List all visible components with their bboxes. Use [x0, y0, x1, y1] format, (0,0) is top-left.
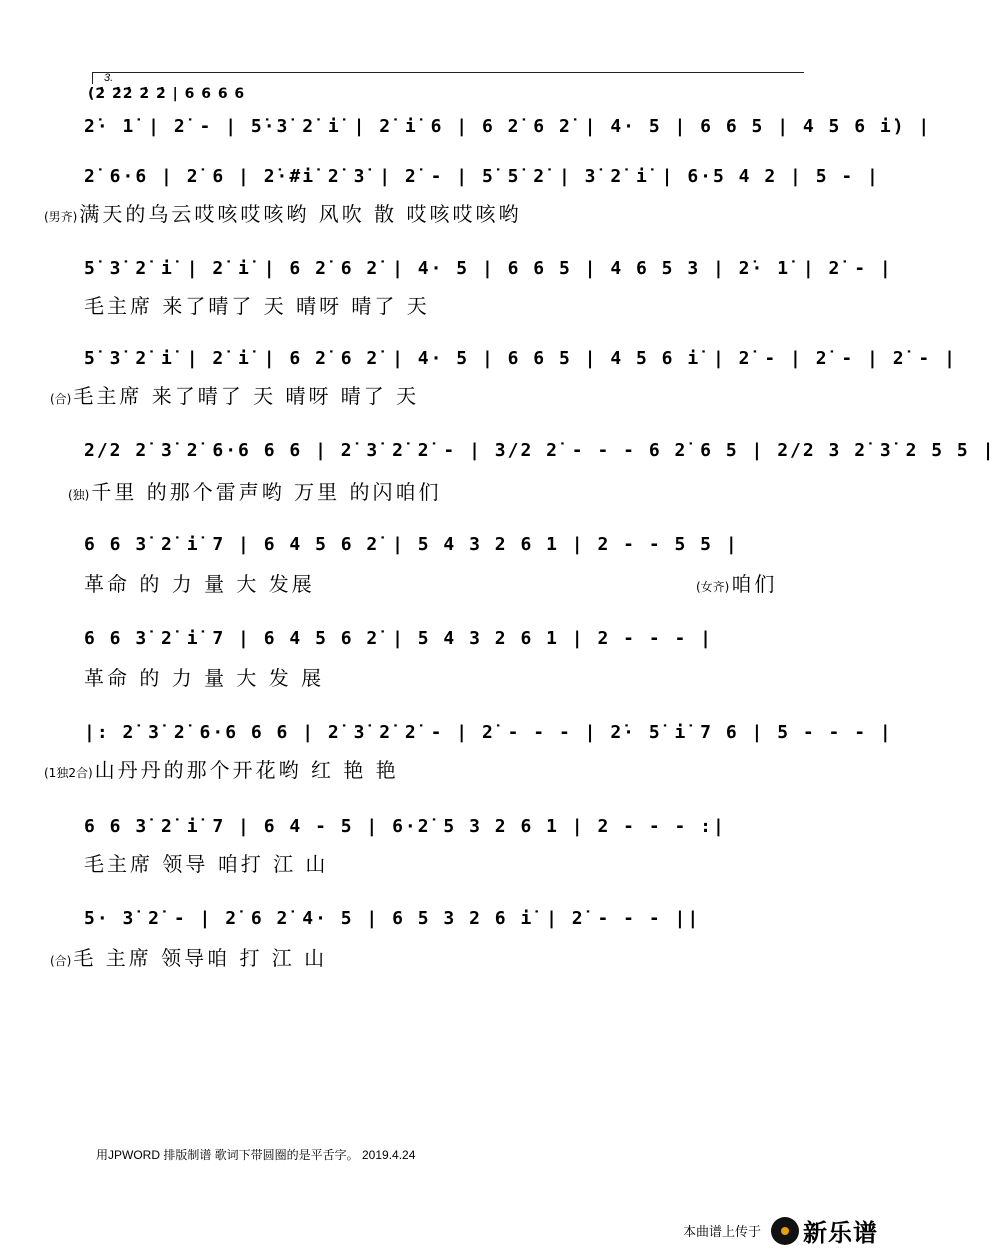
notation-line: 5̇ 3̇ 2̇ i̇ | 2̇ i̇ | 6 2̇ 6 2̇ | 4· 5 | 6 6 5 | 4 6 5 3 | 2̇· 1̇ | 2̇ - |	[84, 258, 893, 279]
intro-pickup-notes: (2̇ 2̇2̇ 2̇ 2̇ | 6 6 6 6	[88, 86, 246, 102]
uploaded-to-text: 本曲谱上传于	[682, 1224, 761, 1239]
notation-line: 6 6 3̇ 2̇ i̇ 7 | 6 4 5 6 2̇ | 5 4 3 2 6 1 | 2 - - - |	[84, 628, 714, 649]
notation-line: |: 2̇ 3̇ 2̇ 6·6 6 6 | 2̇ 3̇ 2̇ 2̇ - | 2̇ - - - | 2̇· 5̇ i̇ 7 6 | 5 - - - |	[84, 722, 893, 743]
voice-part-label: (合)	[50, 954, 72, 968]
voice-part-label: (1独2合)	[44, 766, 93, 780]
lyric-line	[68, 476, 441, 505]
notation-line: 2̇· 1̇ | 2̇ - | 5̇·3̇ 2̇ i̇ | 2̇ i̇ 6 | 6 2̇ 6 2̇ | 4· 5 | 6 6 5 | 4 5 6 i̇) |	[84, 116, 932, 137]
voice-part-label: (男齐)	[44, 210, 78, 224]
notation-line: 6 6 3̇ 2̇ i̇ 7 | 6 4 - 5 | 6·2̇ 5 3 2 6 1 | 2 - - - :|	[84, 816, 726, 837]
voice-part-label: (女齐)	[696, 580, 730, 594]
lyric-line	[44, 198, 521, 227]
lyric-text: 革命 的 力 量 大 发 展	[84, 666, 325, 690]
lyric-text: 千里 的那个雷声哟 万里 的闪咱们	[91, 480, 442, 504]
lyric-text: 山丹丹的那个开花哟 红 艳 艳	[94, 758, 399, 782]
lyric-line-end	[696, 568, 777, 597]
site-logo[interactable]	[771, 1213, 878, 1248]
lyric-text: 满天的乌云哎咳哎咳哟 风吹 散 哎咳哎咳哟	[79, 202, 522, 226]
voice-part-label: (合)	[50, 392, 72, 406]
notation-line: 2̇ 6·6 | 2̇ 6 | 2̇·#i̇ 2̇ 3̇ | 2̇ - | 5̇ 5̇ 2̇ | 3̇ 2̇ i̇ | 6·5 4 2 | 5 - |	[84, 166, 880, 187]
vinyl-disc-icon	[771, 1217, 799, 1245]
lyric-line	[84, 568, 315, 597]
volta-bracket	[92, 72, 93, 84]
voice-part-label: (独)	[68, 488, 90, 502]
lyric-text: 毛主席 领导 咱打 江 山	[84, 852, 329, 876]
lyric-line	[84, 662, 324, 691]
lyric-line	[84, 290, 430, 319]
lyric-text: 革命 的 力 量 大 发展	[84, 572, 315, 596]
lyric-text: 毛主席 来了晴了 天 晴呀 晴了 天	[73, 384, 420, 408]
notation-line: 5̇ 3̇ 2̇ i̇ | 2̇ i̇ | 6 2̇ 6 2̇ | 4· 5 | 6 6 5 | 4 5 6 i̇ | 2̇ - | 2̇ - | 2̇ - |	[84, 348, 957, 369]
lyric-line	[44, 754, 399, 783]
notation-line: 5· 3̇ 2̇ - | 2̇ 6 2̇ 4· 5 | 6 5 3 2 6 i̇ | 2̇ - - - ||	[84, 908, 701, 929]
engraving-footnote: 用JPWORD 排版制谱 歌词下带圆圈的是平舌字。 2019.4.24	[96, 1148, 416, 1162]
site-logo-text: 新乐谱	[803, 1220, 878, 1247]
lyric-text: 毛主席 来了晴了 天 晴呀 晴了 天	[84, 294, 430, 318]
lyric-text: 毛 主席 领导咱 打 江 山	[73, 946, 328, 970]
volta-label: 3.	[104, 72, 114, 84]
site-footer	[683, 1213, 878, 1248]
lyric-text: 咱们	[731, 572, 778, 596]
lyric-line	[50, 380, 419, 409]
notation-line: 2/2 2̇ 3̇ 2̇ 6·6 6 6 | 2̇ 3̇ 2̇ 2̇ - | 3/2 2̇ - - - 6 2̇ 6 5 | 2/2 3 2̇ 3̇ 2 5 5 |	[84, 440, 995, 461]
lyric-line	[84, 848, 328, 877]
volta-line	[92, 72, 804, 73]
notation-line: 6 6 3̇ 2̇ i̇ 7 | 6 4 5 6 2̇ | 5 4 3 2 6 1 | 2 - - 5 5 |	[84, 534, 739, 555]
lyric-line	[50, 942, 327, 971]
